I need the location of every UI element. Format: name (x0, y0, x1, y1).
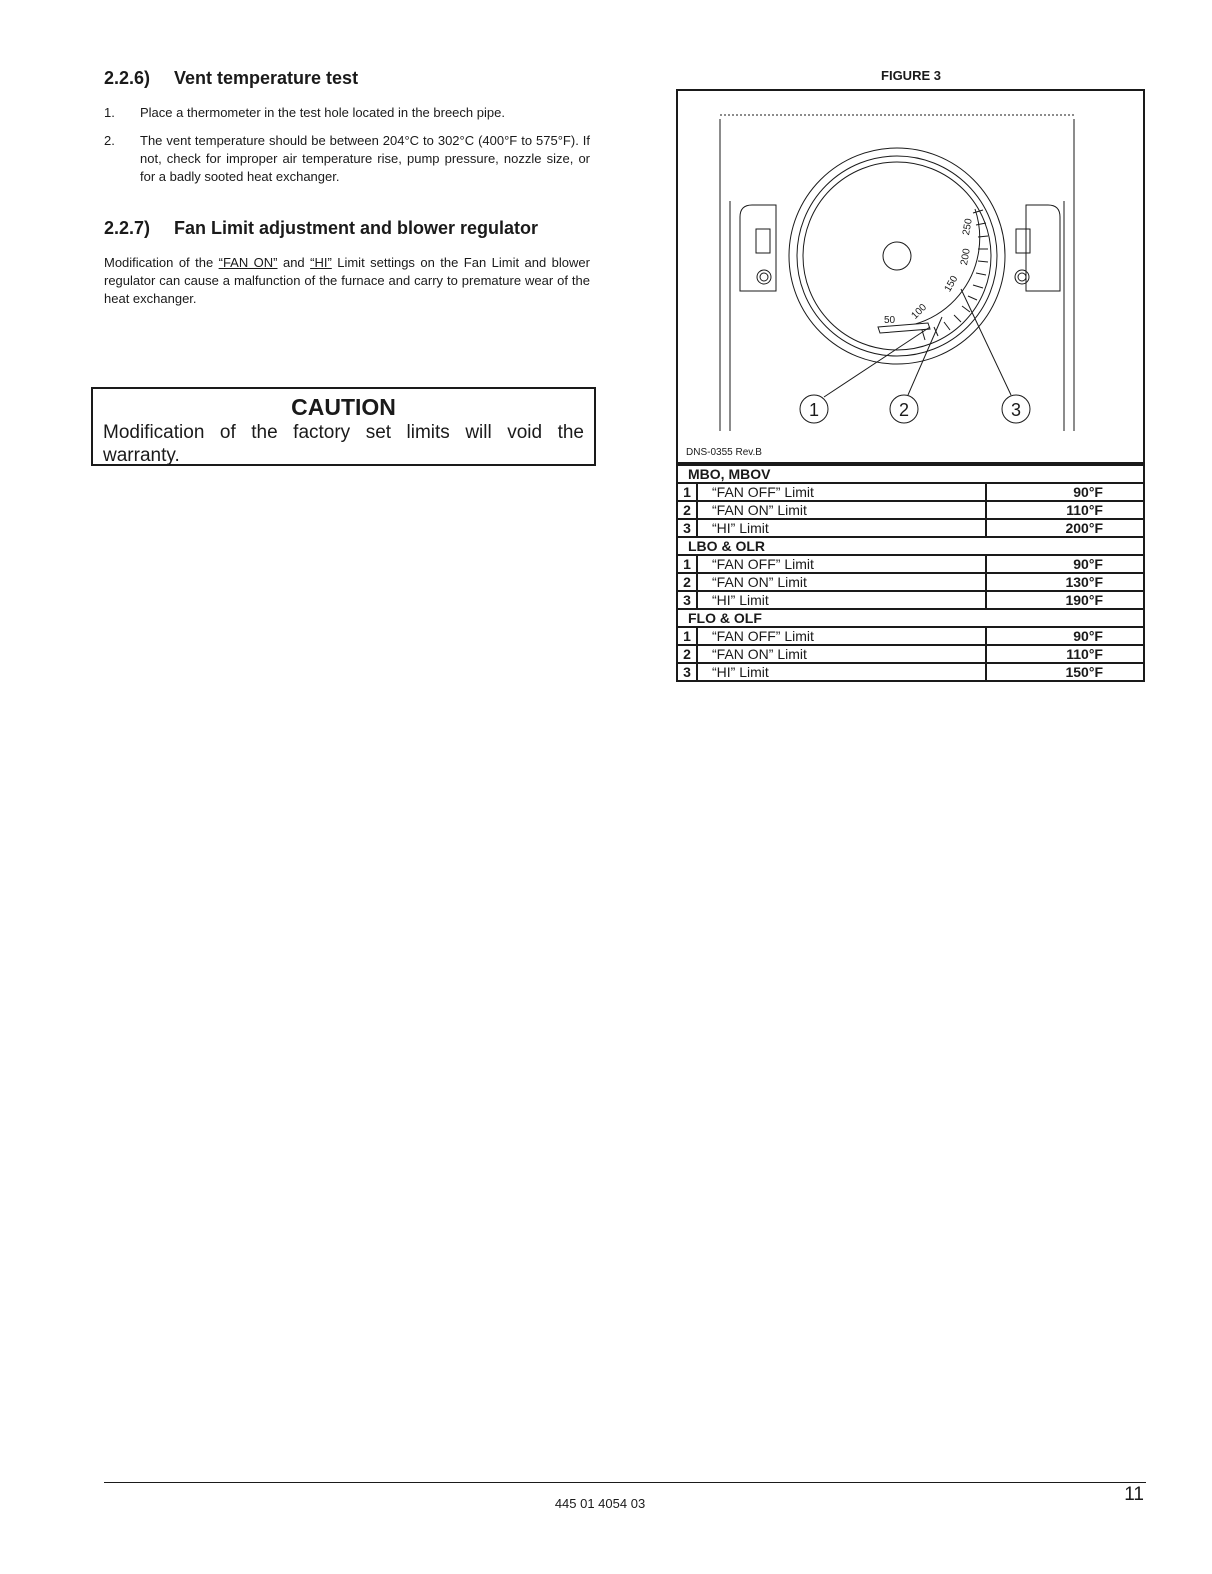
callout-1-label: 1 (808, 400, 820, 420)
row-value: 90°F (986, 627, 1144, 645)
row-index: 3 (677, 591, 697, 609)
row-label: “FAN OFF” Limit (697, 627, 986, 645)
paragraph-text: Limit settings on the Fan Limit and blower regulator can cause a malfunction of the furnace and carry to premature wear of the heat exchanger. (104, 255, 590, 306)
table-row (677, 501, 1144, 519)
row-label: “HI” Limit (697, 591, 986, 609)
fan-limit-paragraph (104, 254, 590, 308)
step-number: 2. (104, 133, 115, 148)
row-index: 1 (677, 627, 697, 645)
left-screw-icon (757, 270, 771, 284)
dial-scale-label: 250 (961, 217, 975, 237)
row-index: 2 (677, 645, 697, 663)
step-text: The vent temperature should be between 204°C to 302°C (400°F to 575°F). If not, check for improper air temperature rise, pump pressure, nozzle size, or for a badly sooted heat exchanger. (140, 133, 590, 184)
row-value: 200°F (986, 519, 1144, 537)
row-index: 3 (677, 663, 697, 681)
row-label: “FAN ON” Limit (697, 645, 986, 663)
row-index: 1 (677, 555, 697, 573)
table-row (677, 663, 1144, 681)
row-label: “FAN OFF” Limit (697, 555, 986, 573)
dial-scale-label: 200 (959, 247, 973, 267)
page-number: 11 (1124, 1484, 1144, 1505)
table-group-row (677, 609, 1144, 627)
caution-body: Modification of the factory set limits will void the warranty. (103, 422, 584, 466)
dial-scale-label: 100 (909, 302, 930, 322)
list-item (104, 104, 590, 122)
table-row (677, 573, 1144, 591)
row-index: 1 (677, 483, 697, 501)
dial-scale-label: 150 (942, 274, 961, 294)
footer-divider (104, 1482, 1146, 1483)
table-group-row (677, 465, 1144, 483)
dial-scale-label: 50 (884, 315, 896, 326)
group-name: MBO, MBOV (677, 465, 1144, 483)
table-row (677, 555, 1144, 573)
table-row (677, 591, 1144, 609)
row-value: 110°F (986, 645, 1144, 663)
table-group-row (677, 537, 1144, 555)
section-title: Vent temperature test (174, 68, 359, 88)
fan-limit-diagram (678, 91, 1143, 462)
list-item (104, 132, 590, 186)
table-row (677, 483, 1144, 501)
section-number: 2.2.6) (104, 68, 151, 88)
section-heading-vent (104, 66, 590, 90)
left-column (104, 66, 590, 308)
group-name: LBO & OLR (677, 537, 1144, 555)
callout-3-label: 3 (1010, 400, 1022, 420)
doc-number: 445 01 4054 03 (554, 1496, 646, 1511)
row-label: “FAN ON” Limit (697, 501, 986, 519)
group-name: FLO & OLF (677, 609, 1144, 627)
table-row (677, 645, 1144, 663)
paragraph-text: Modification of the (104, 255, 219, 270)
row-value: 90°F (986, 555, 1144, 573)
row-value: 90°F (986, 483, 1144, 501)
table-row (677, 519, 1144, 537)
figure-title: FIGURE 3 (881, 68, 941, 83)
hi-term: “HI” (310, 255, 332, 270)
section-heading-fan (104, 216, 590, 240)
row-value: 150°F (986, 663, 1144, 681)
table-row (677, 627, 1144, 645)
section-title: Fan Limit adjustment and blower regulator (174, 218, 539, 238)
figure-box (676, 89, 1145, 464)
row-index: 3 (677, 519, 697, 537)
caution-title: CAUTION (291, 394, 396, 420)
caution-box (91, 387, 596, 466)
step-number: 1. (104, 105, 115, 120)
row-label: “HI” Limit (697, 663, 986, 681)
limit-settings-table (676, 464, 1145, 682)
vent-steps (104, 104, 590, 186)
row-value: 190°F (986, 591, 1144, 609)
row-value: 130°F (986, 573, 1144, 591)
paragraph-text: and (277, 255, 311, 270)
dial-center-hub (883, 242, 911, 270)
step-text: Place a thermometer in the test hole located in the breech pipe. (140, 105, 505, 120)
row-value: 110°F (986, 501, 1144, 519)
fan-on-term: “FAN ON” (218, 255, 278, 270)
drawing-id: DNS-0355 Rev.B (686, 447, 762, 458)
callout-2-label: 2 (898, 400, 910, 420)
row-label: “FAN OFF” Limit (697, 483, 986, 501)
row-label: “FAN ON” Limit (697, 573, 986, 591)
row-index: 2 (677, 501, 697, 519)
row-label: “HI” Limit (697, 519, 986, 537)
right-screw-icon (1015, 270, 1029, 284)
right-bracket (1026, 205, 1060, 291)
row-index: 2 (677, 573, 697, 591)
section-number: 2.2.7) (104, 218, 151, 238)
